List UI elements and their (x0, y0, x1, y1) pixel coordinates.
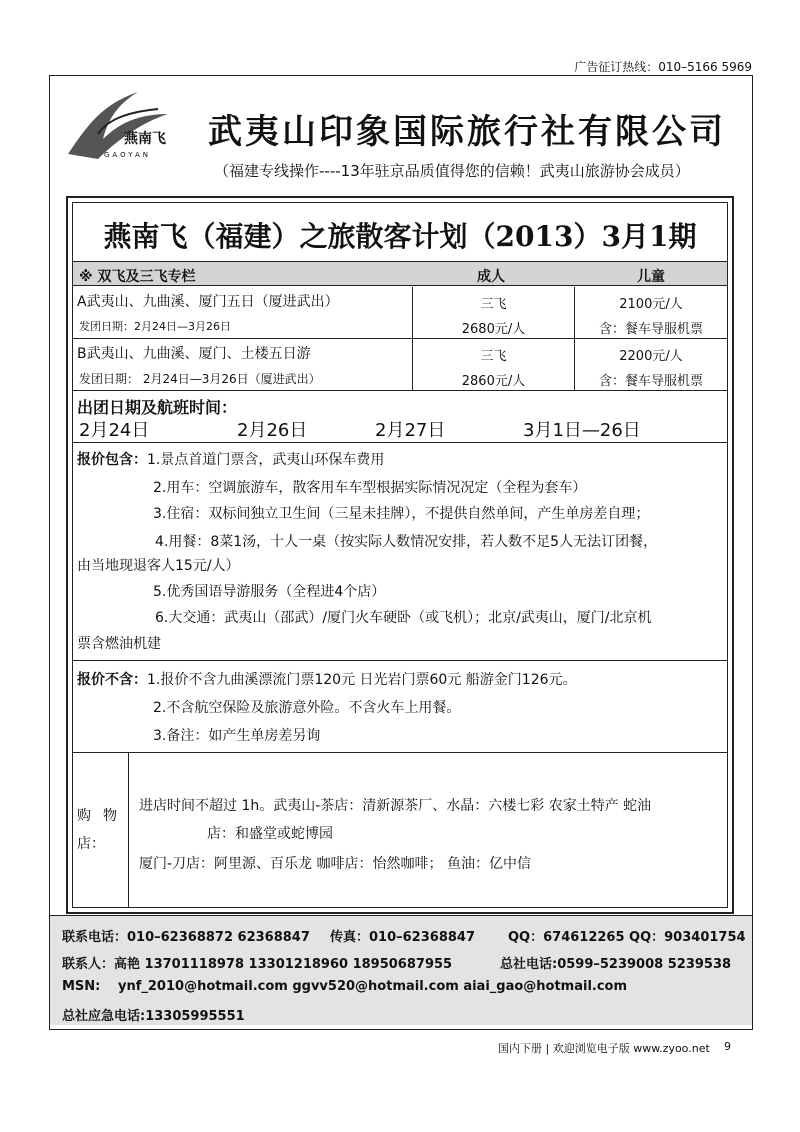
child-note: 含：餐车导服机票 (598, 374, 703, 389)
header-section: ※ 双飞及三飞专栏 (79, 269, 196, 285)
included-item: 5.优秀国语导游服务（全程进4个店） (153, 584, 386, 600)
footer-text: 国内下册 | 欢迎浏览电子版 www.zyoo.net (498, 1042, 710, 1055)
child-price: 2100元/人 (619, 297, 683, 312)
included-label: 报价包含： (77, 452, 147, 468)
contact-fax: 传真：010–62368847 (330, 930, 475, 945)
company-tagline: （福建专线操作----13年驻京品质值得您的信赖！武夷山旅游协会成员） (214, 162, 690, 180)
header-adult: 成人 (477, 269, 505, 285)
tour-plan-inner (72, 202, 728, 908)
departure-label: 出团日期及航班时间： (77, 398, 238, 417)
route-dates: 发团日期： 2月24日—3月26日（厦进武出） (79, 372, 321, 386)
adult-type: 三飞 (480, 297, 507, 312)
included-item: 1.景点首道门票含，武夷山环保车费用 (147, 452, 385, 468)
included-item: 4.用餐：8菜1汤，十人一桌（按实际人数情况安排，若人数不足5人无法订团餐， (155, 534, 658, 550)
tour-plan-box (66, 196, 734, 914)
msn-label: MSN: (62, 979, 101, 994)
plan-title: 燕南飞（福建）之旅散客计划（2013）3月1期 (103, 220, 697, 253)
included-item: 票含燃油机建 (77, 636, 161, 652)
shopping-line: 厦门-刀店：阿里源、百乐龙 咖啡店：怡然咖啡； 鱼油：亿中信 (139, 856, 531, 872)
departure-section (73, 391, 727, 443)
included-item: 由当地现退客人15元/人） (77, 558, 240, 574)
msn-accounts: ynf_2010@hotmail.com ggvv520@hotmail.com aiai_gao@hotmail.com (118, 979, 628, 994)
header-child: 儿童 (637, 269, 665, 285)
excluded-item: 3.备注：如产生单房差另询 (153, 728, 321, 744)
price-excluded-section (73, 661, 727, 753)
departure-date: 2月27日 (375, 420, 446, 441)
price-included-section (73, 443, 727, 661)
adult-price: 2860元/人 (461, 374, 526, 389)
included-item: 2.用车：空调旅游车，散客用车车型根据实际情况况定（全程为套车） (153, 480, 587, 496)
included-item: 6.大交通：武夷山（邵武）/厦门火车硬卧（或飞机）；北京/武夷山，厦门/北京机 (155, 610, 652, 626)
departure-date: 2月24日 (79, 420, 150, 441)
contact-phone: 联系电话：010–62368872 62368847 (62, 930, 310, 945)
excluded-item: 1.报价不含九曲溪漂流门票120元 日光岩门票60元 船游金门126元。 (147, 672, 577, 688)
head-office-phone: 总社电话:0599–5239008 5239538 (500, 957, 732, 972)
route-name: B武夷山、九曲溪、厦门、土楼五日游 (77, 346, 311, 362)
company-name: 武夷山印象国际旅行社有限公司 (208, 112, 726, 152)
adult-type: 三飞 (480, 349, 507, 364)
excluded-item: 2.不含航空保险及旅游意外险。不含火车上用餐。 (153, 700, 461, 716)
table-row (73, 339, 727, 391)
ad-hotline: 广告征订热线：010–5166 5969 (574, 60, 752, 74)
adult-price: 2680元/人 (461, 322, 526, 337)
included-item: 3.住宿：双标间独立卫生间（三星未挂牌），不提供自然单间，产生单房差自理； (153, 506, 650, 522)
emergency-phone: 总社应急电话:13305995551 (62, 1009, 245, 1024)
departure-date: 3月1日—26日 (523, 420, 641, 441)
contact-person: 联系人：高艳 13701118978 13301218960 18950687955 (62, 957, 453, 972)
shopping-section (73, 753, 727, 907)
contact-section (50, 915, 752, 1025)
excluded-label: 报价不含： (77, 672, 147, 688)
contact-qq: QQ：674612265 QQ：903401754 (508, 930, 746, 945)
child-price: 2200元/人 (619, 349, 683, 364)
logo-name: 燕南飞 (124, 131, 166, 147)
departure-date: 2月26日 (237, 420, 308, 441)
route-dates: 发团日期：2月24日—3月26日 (79, 320, 231, 333)
table-row (73, 287, 727, 339)
shopping-line: 店：和盛堂或蛇博园 (207, 826, 333, 842)
child-note: 含：餐车导服机票 (598, 322, 703, 337)
shopping-label: 购 物 店： (73, 753, 129, 907)
shopping-line: 进店时间不超过 1h。武夷山-茶店：清新源茶厂、水晶：六楼七彩 农家土特产 蛇油 (139, 798, 652, 814)
table-header (73, 261, 727, 286)
logo-sub: GAOYAN (104, 151, 151, 159)
route-name: A武夷山、九曲溪、厦门五日（厦进武出） (77, 294, 339, 310)
page-number: 9 (724, 1040, 731, 1053)
